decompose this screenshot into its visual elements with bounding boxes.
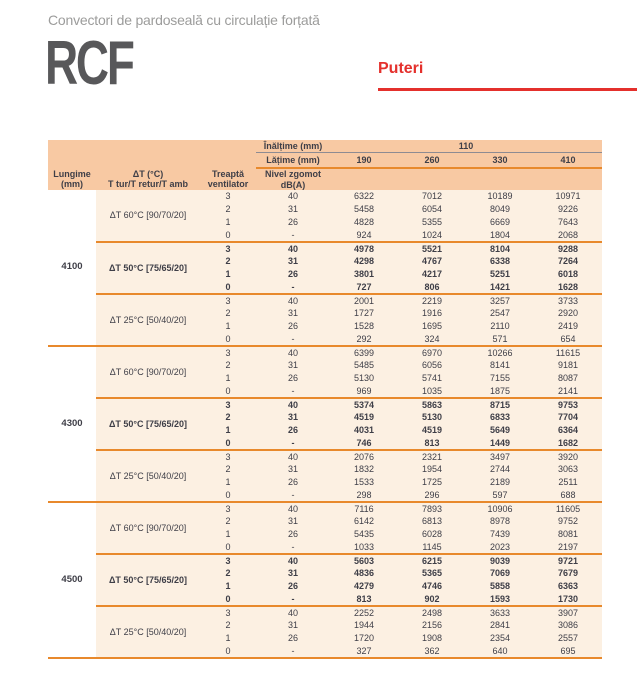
power-value-cell: 1954 — [398, 463, 466, 476]
fan-step-cell: 0 — [200, 385, 256, 398]
power-value-cell: 6215 — [398, 554, 466, 567]
power-value-cell: 7679 — [534, 567, 602, 580]
power-value-cell: 813 — [398, 437, 466, 450]
length-column-header — [48, 168, 96, 190]
power-value-cell: 8978 — [466, 515, 534, 528]
product-code-title: RCF — [45, 29, 133, 98]
noise-db-cell: 26 — [256, 580, 330, 593]
power-value-cell: 2354 — [466, 632, 534, 645]
fan-step-cell: 3 — [200, 606, 256, 619]
delta-t-cell: ΔT 50°C [75/65/20] — [96, 554, 200, 606]
delta-t-header-line1: ΔT (°C) — [132, 168, 164, 179]
power-value-cell: 969 — [330, 385, 398, 398]
power-value-cell: 1720 — [330, 632, 398, 645]
table-row — [48, 554, 602, 567]
noise-db-cell: 40 — [256, 346, 330, 359]
power-value-cell: 296 — [398, 489, 466, 502]
length-cell: 4300 — [48, 346, 96, 502]
power-value-cell: 5858 — [466, 580, 534, 593]
delta-t-cell: ΔT 60°C [90/70/20] — [96, 190, 200, 242]
fan-step-cell: 3 — [200, 450, 256, 463]
table-row — [48, 502, 602, 515]
height-value: 110 — [330, 140, 602, 152]
noise-db-cell: 31 — [256, 359, 330, 372]
header-spacer — [48, 140, 256, 152]
fan-step-cell: 3 — [200, 346, 256, 359]
power-value-cell: 746 — [330, 437, 398, 450]
power-value-cell: 6322 — [330, 190, 398, 203]
noise-db-cell: 31 — [256, 411, 330, 424]
fan-step-cell: 3 — [200, 554, 256, 567]
power-value-cell: 654 — [534, 333, 602, 346]
power-value-cell: 6142 — [330, 515, 398, 528]
table-body — [48, 190, 602, 658]
delta-t-cell: ΔT 25°C [50/40/20] — [96, 606, 200, 658]
noise-db-cell: - — [256, 541, 330, 554]
power-value-cell: 298 — [330, 489, 398, 502]
power-value-cell: 9181 — [534, 359, 602, 372]
fan-step-cell: 1 — [200, 320, 256, 333]
power-value-cell: 11605 — [534, 502, 602, 515]
noise-db-cell: - — [256, 489, 330, 502]
section-underline — [378, 88, 637, 91]
noise-db-cell: 40 — [256, 606, 330, 619]
power-value-cell: 1725 — [398, 476, 466, 489]
power-value-cell: 10971 — [534, 190, 602, 203]
power-value-cell: 1804 — [466, 229, 534, 242]
power-value-cell: 5374 — [330, 398, 398, 411]
power-value-cell: 5355 — [398, 216, 466, 229]
power-value-cell: 2920 — [534, 307, 602, 320]
noise-db-cell: 40 — [256, 502, 330, 515]
power-value-cell: 1908 — [398, 632, 466, 645]
power-value-cell: 6970 — [398, 346, 466, 359]
delta-t-cell: ΔT 60°C [90/70/20] — [96, 346, 200, 398]
power-value-cell: 640 — [466, 645, 534, 658]
delta-t-cell: ΔT 50°C [75/65/20] — [96, 242, 200, 294]
noise-header-line2: dB(A) — [280, 179, 306, 190]
noise-db-cell: - — [256, 229, 330, 242]
power-value-cell: 2511 — [534, 476, 602, 489]
power-value-cell: 4828 — [330, 216, 398, 229]
power-value-cell: 3086 — [534, 619, 602, 632]
power-value-cell: 2321 — [398, 450, 466, 463]
delta-t-cell: ΔT 60°C [90/70/20] — [96, 502, 200, 554]
main-header-row — [48, 168, 602, 190]
noise-db-cell: - — [256, 281, 330, 294]
power-value-cell: 6363 — [534, 580, 602, 593]
power-value-cell: 2197 — [534, 541, 602, 554]
power-value-cell: 9288 — [534, 242, 602, 255]
noise-db-cell: 31 — [256, 307, 330, 320]
power-value-cell: 5485 — [330, 359, 398, 372]
power-value-cell: 806 — [398, 281, 466, 294]
noise-db-cell: - — [256, 385, 330, 398]
delta-t-column-header — [96, 168, 200, 190]
power-value-cell: 6018 — [534, 268, 602, 281]
fan-step-cell: 2 — [200, 307, 256, 320]
fan-step-cell: 2 — [200, 619, 256, 632]
fan-step-cell: 0 — [200, 229, 256, 242]
power-value-cell: 1916 — [398, 307, 466, 320]
power-value-cell: 5521 — [398, 242, 466, 255]
fan-step-cell: 2 — [200, 359, 256, 372]
power-value-cell: 7116 — [330, 502, 398, 515]
power-value-cell: 924 — [330, 229, 398, 242]
power-value-cell: 1533 — [330, 476, 398, 489]
power-value-cell: 688 — [534, 489, 602, 502]
power-value-cell: 1593 — [466, 593, 534, 606]
power-value-cell: 324 — [398, 333, 466, 346]
noise-db-cell: - — [256, 333, 330, 346]
noise-db-cell: 31 — [256, 463, 330, 476]
fan-step-cell: 2 — [200, 411, 256, 424]
power-value-cell: 5130 — [398, 411, 466, 424]
power-value-cell: 2110 — [466, 320, 534, 333]
power-value-cell: 1528 — [330, 320, 398, 333]
section-title: Puteri — [378, 60, 424, 77]
power-value-cell: 5649 — [466, 424, 534, 437]
power-value-cell: 9721 — [534, 554, 602, 567]
power-value-cell: 7155 — [466, 372, 534, 385]
power-value-cell: 7069 — [466, 567, 534, 580]
fan-step-cell: 3 — [200, 294, 256, 307]
fan-step-header-line1: Treaptă — [211, 168, 244, 179]
power-value-cell: 2419 — [534, 320, 602, 333]
power-value-cell: 5741 — [398, 372, 466, 385]
power-value-cell: 727 — [330, 281, 398, 294]
power-value-cell: 3257 — [466, 294, 534, 307]
power-value-cell: 2557 — [534, 632, 602, 645]
power-value-cell: 4217 — [398, 268, 466, 281]
table-header — [48, 140, 602, 190]
power-value-cell: 902 — [398, 593, 466, 606]
power-value-cell: 4298 — [330, 255, 398, 268]
fan-step-cell: 1 — [200, 632, 256, 645]
noise-db-cell: 40 — [256, 242, 330, 255]
table-row — [48, 242, 602, 255]
fan-step-cell: 1 — [200, 424, 256, 437]
power-value-cell: 9752 — [534, 515, 602, 528]
power-value-cell: 4519 — [398, 424, 466, 437]
power-value-cell: 4746 — [398, 580, 466, 593]
power-value-cell: 6338 — [466, 255, 534, 268]
width-value: 410 — [534, 152, 602, 168]
power-value-cell: 1832 — [330, 463, 398, 476]
power-value-cell: 4519 — [330, 411, 398, 424]
noise-db-cell: 40 — [256, 190, 330, 203]
power-value-cell: 1145 — [398, 541, 466, 554]
power-value-cell: 7893 — [398, 502, 466, 515]
fan-step-cell: 1 — [200, 268, 256, 281]
power-value-cell: 813 — [330, 593, 398, 606]
power-value-cell: 1682 — [534, 437, 602, 450]
table-row — [48, 346, 602, 359]
power-value-cell: 7264 — [534, 255, 602, 268]
noise-column-header — [256, 168, 330, 190]
width-value: 260 — [398, 152, 466, 168]
noise-db-cell: - — [256, 437, 330, 450]
power-value-cell: 1875 — [466, 385, 534, 398]
power-value-cell: 5251 — [466, 268, 534, 281]
fan-step-cell: 3 — [200, 398, 256, 411]
header-spacer — [48, 152, 256, 168]
width-value: 190 — [330, 152, 398, 168]
power-value-cell: 3907 — [534, 606, 602, 619]
length-header-line2: (mm) — [61, 179, 83, 189]
noise-db-cell: - — [256, 593, 330, 606]
table-row — [48, 606, 602, 619]
noise-db-cell: 26 — [256, 632, 330, 645]
power-value-cell: 9039 — [466, 554, 534, 567]
fan-step-column-header — [200, 168, 256, 190]
power-value-cell: 8081 — [534, 528, 602, 541]
fan-step-cell: 0 — [200, 489, 256, 502]
noise-db-cell: - — [256, 645, 330, 658]
fan-step-cell: 2 — [200, 463, 256, 476]
fan-step-cell: 3 — [200, 502, 256, 515]
fan-step-cell: 2 — [200, 567, 256, 580]
power-value-cell: 3497 — [466, 450, 534, 463]
length-cell: 4100 — [48, 190, 96, 346]
power-value-cell: 5458 — [330, 203, 398, 216]
power-value-cell: 597 — [466, 489, 534, 502]
noise-db-cell: 31 — [256, 515, 330, 528]
power-value-cell: 1944 — [330, 619, 398, 632]
power-value-cell: 6054 — [398, 203, 466, 216]
power-value-cell: 327 — [330, 645, 398, 658]
table-row — [48, 398, 602, 411]
power-value-cell: 6028 — [398, 528, 466, 541]
power-value-cell: 2744 — [466, 463, 534, 476]
table-row — [48, 450, 602, 463]
fan-step-cell: 1 — [200, 528, 256, 541]
power-value-cell: 2141 — [534, 385, 602, 398]
noise-db-cell: 26 — [256, 528, 330, 541]
height-header-row — [48, 140, 602, 152]
fan-step-cell: 1 — [200, 476, 256, 489]
power-value-cell: 2023 — [466, 541, 534, 554]
fan-step-cell: 0 — [200, 437, 256, 450]
width-header-row — [48, 152, 602, 168]
table-row — [48, 294, 602, 307]
noise-db-cell: 31 — [256, 203, 330, 216]
power-value-cell: 6833 — [466, 411, 534, 424]
delta-t-cell: ΔT 50°C [75/65/20] — [96, 398, 200, 450]
power-value-cell: 7643 — [534, 216, 602, 229]
fan-step-cell: 1 — [200, 580, 256, 593]
power-value-cell: 11615 — [534, 346, 602, 359]
table-row — [48, 190, 602, 203]
power-value-cell: 9753 — [534, 398, 602, 411]
power-value-cell: 5130 — [330, 372, 398, 385]
power-value-cell: 2219 — [398, 294, 466, 307]
height-label: Înălțime (mm) — [256, 140, 330, 152]
power-value-cell: 6364 — [534, 424, 602, 437]
power-value-cell: 7704 — [534, 411, 602, 424]
length-header-line1: Lungime — [53, 168, 91, 179]
fan-step-cell: 1 — [200, 372, 256, 385]
noise-db-cell: 31 — [256, 567, 330, 580]
power-value-cell: 5603 — [330, 554, 398, 567]
fan-step-cell: 1 — [200, 216, 256, 229]
power-value-cell: 3063 — [534, 463, 602, 476]
noise-db-cell: 40 — [256, 450, 330, 463]
power-value-cell: 7439 — [466, 528, 534, 541]
power-value-cell: 10266 — [466, 346, 534, 359]
fan-step-cell: 2 — [200, 255, 256, 268]
fan-step-cell: 2 — [200, 203, 256, 216]
power-value-cell: 2841 — [466, 619, 534, 632]
power-value-cell: 9226 — [534, 203, 602, 216]
power-value-cell: 7012 — [398, 190, 466, 203]
noise-db-cell: 26 — [256, 320, 330, 333]
power-value-cell: 1035 — [398, 385, 466, 398]
fan-step-cell: 2 — [200, 515, 256, 528]
power-value-cell: 1449 — [466, 437, 534, 450]
page-subtitle: Convectori de pardoseală cu circulație forțată — [48, 12, 320, 28]
power-value-cell: 6056 — [398, 359, 466, 372]
noise-db-cell: 26 — [256, 268, 330, 281]
power-value-cell: 6813 — [398, 515, 466, 528]
fan-step-cell: 0 — [200, 281, 256, 294]
power-value-cell: 695 — [534, 645, 602, 658]
noise-db-cell: 31 — [256, 255, 330, 268]
power-value-cell: 5863 — [398, 398, 466, 411]
power-value-cell: 8087 — [534, 372, 602, 385]
length-cell: 4500 — [48, 502, 96, 658]
power-value-cell: 4767 — [398, 255, 466, 268]
power-value-cell: 3733 — [534, 294, 602, 307]
power-value-cell: 5365 — [398, 567, 466, 580]
noise-db-cell: 26 — [256, 216, 330, 229]
power-value-cell: 8104 — [466, 242, 534, 255]
power-value-cell: 2076 — [330, 450, 398, 463]
power-value-cell: 2498 — [398, 606, 466, 619]
power-value-cell: 2001 — [330, 294, 398, 307]
power-value-cell: 4836 — [330, 567, 398, 580]
power-value-cell: 1628 — [534, 281, 602, 294]
fan-step-cell: 3 — [200, 190, 256, 203]
power-value-cell: 1730 — [534, 593, 602, 606]
noise-header-line1: Nivel zgomot — [264, 169, 321, 180]
power-value-cell: 3920 — [534, 450, 602, 463]
header-spacer — [330, 168, 602, 190]
power-table — [48, 140, 602, 659]
power-value-cell: 571 — [466, 333, 534, 346]
noise-db-cell: 40 — [256, 398, 330, 411]
noise-db-cell: 40 — [256, 294, 330, 307]
power-value-cell: 8049 — [466, 203, 534, 216]
power-value-cell: 6399 — [330, 346, 398, 359]
power-value-cell: 3633 — [466, 606, 534, 619]
noise-db-cell: 40 — [256, 554, 330, 567]
fan-step-cell: 3 — [200, 242, 256, 255]
power-value-cell: 292 — [330, 333, 398, 346]
power-value-cell: 1727 — [330, 307, 398, 320]
power-value-cell: 2068 — [534, 229, 602, 242]
power-value-cell: 2252 — [330, 606, 398, 619]
fan-step-cell: 0 — [200, 593, 256, 606]
power-value-cell: 4031 — [330, 424, 398, 437]
noise-db-cell: 26 — [256, 372, 330, 385]
power-value-cell: 6669 — [466, 216, 534, 229]
noise-db-cell: 26 — [256, 476, 330, 489]
power-value-cell: 10906 — [466, 502, 534, 515]
power-value-cell: 2156 — [398, 619, 466, 632]
power-value-cell: 10189 — [466, 190, 534, 203]
power-value-cell: 3801 — [330, 268, 398, 281]
power-value-cell: 8141 — [466, 359, 534, 372]
fan-step-cell: 0 — [200, 645, 256, 658]
power-value-cell: 8715 — [466, 398, 534, 411]
power-value-cell: 4279 — [330, 580, 398, 593]
power-value-cell: 5435 — [330, 528, 398, 541]
width-label: Lățime (mm) — [256, 152, 330, 168]
width-value: 330 — [466, 152, 534, 168]
delta-t-cell: ΔT 25°C [50/40/20] — [96, 294, 200, 346]
noise-db-cell: 26 — [256, 424, 330, 437]
power-value-cell: 4978 — [330, 242, 398, 255]
power-value-cell: 1033 — [330, 541, 398, 554]
power-value-cell: 1695 — [398, 320, 466, 333]
power-value-cell: 1421 — [466, 281, 534, 294]
noise-db-cell: 31 — [256, 619, 330, 632]
fan-step-header-line2: ventilator — [207, 179, 249, 189]
power-value-cell: 2547 — [466, 307, 534, 320]
power-value-cell: 362 — [398, 645, 466, 658]
power-value-cell: 2189 — [466, 476, 534, 489]
fan-step-cell: 0 — [200, 333, 256, 346]
delta-t-cell: ΔT 25°C [50/40/20] — [96, 450, 200, 502]
power-value-cell: 1024 — [398, 229, 466, 242]
delta-t-header-line2: T tur/T retur/T amb — [107, 179, 188, 189]
fan-step-cell: 0 — [200, 541, 256, 554]
